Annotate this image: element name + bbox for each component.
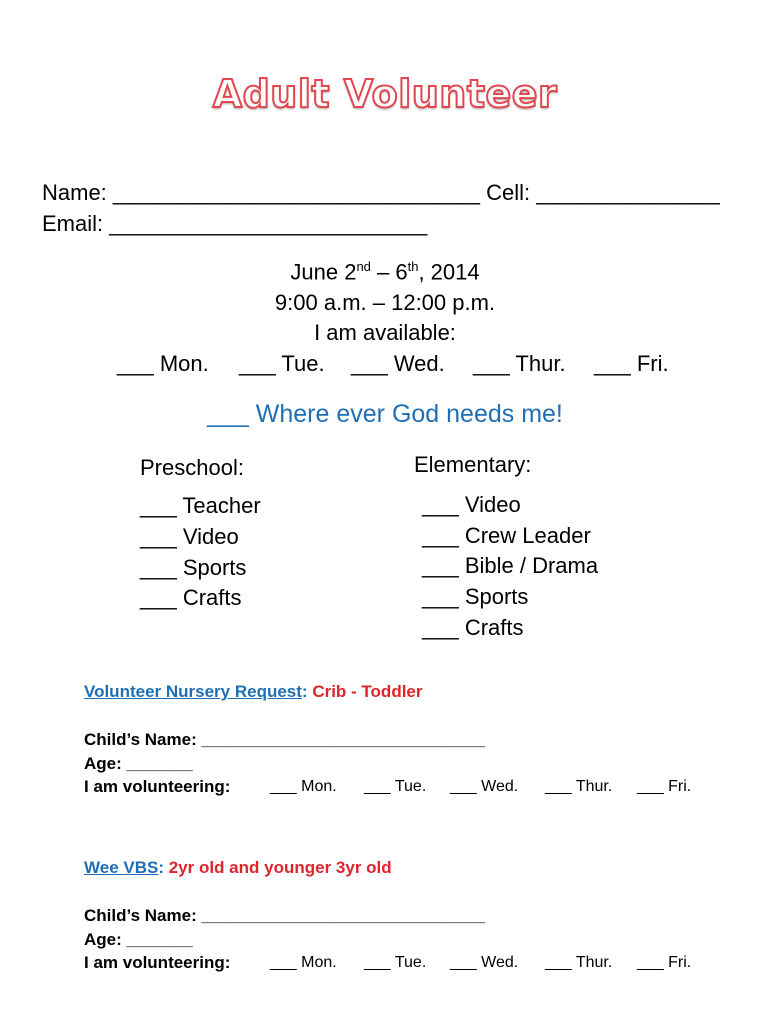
- nursery-request-label: Volunteer Nursery Request: [84, 682, 302, 701]
- wee-day-wed[interactable]: ___ Wed.: [450, 954, 519, 971]
- nursery-day-tue[interactable]: ___ Tue.: [364, 778, 427, 795]
- preschool-item[interactable]: ___ Sports: [140, 555, 247, 580]
- where-ever-option[interactable]: ___ Where ever God needs me!: [207, 400, 563, 428]
- elementary-item[interactable]: ___ Crafts: [422, 615, 524, 640]
- preschool-item[interactable]: ___ Video: [140, 524, 239, 549]
- day-option-fri[interactable]: ___ Fri.: [594, 351, 669, 376]
- wee-age-field[interactable]: Age: _______: [84, 930, 193, 949]
- nursery-child-name-field[interactable]: Child’s Name: ______________________________: [84, 730, 486, 749]
- wee-day-thur[interactable]: ___ Thur.: [545, 954, 613, 971]
- nursery-volunteering-label: I am volunteering:: [84, 777, 231, 796]
- elementary-item[interactable]: ___ Bible / Drama: [422, 553, 599, 578]
- wee-vbs-colon: :: [158, 858, 164, 877]
- date-range: [0, 259, 770, 285]
- day-option-tue[interactable]: ___ Tue.: [239, 351, 325, 376]
- day-option-mon[interactable]: ___ Mon.: [117, 351, 209, 376]
- elementary-item[interactable]: ___ Crew Leader: [422, 523, 591, 548]
- time-range: 9:00 a.m. – 12:00 p.m.: [274, 290, 496, 315]
- elementary-item[interactable]: ___ Sports: [422, 584, 529, 609]
- day-option-thur[interactable]: ___ Thur.: [473, 351, 566, 376]
- elementary-heading: Elementary:: [414, 452, 532, 477]
- nursery-age-field[interactable]: Age: _______: [84, 754, 193, 773]
- day-option-wed[interactable]: ___ Wed.: [351, 351, 445, 376]
- wee-vbs-label: Wee VBS: [84, 858, 159, 877]
- preschool-item[interactable]: ___ Teacher: [140, 493, 261, 518]
- wee-volunteering-label: I am volunteering:: [84, 953, 231, 972]
- wee-day-mon[interactable]: ___ Mon.: [270, 954, 337, 971]
- date-year: , 2014: [418, 259, 480, 285]
- elementary-item[interactable]: ___ Video: [422, 492, 521, 517]
- nursery-day-thur[interactable]: ___ Thur.: [545, 778, 613, 795]
- preschool-heading: Preschool:: [140, 455, 244, 480]
- date-start-suffix: nd: [356, 259, 371, 274]
- date-start: June 2: [290, 259, 357, 285]
- wee-child-name-field[interactable]: Child’s Name: ______________________________: [84, 906, 486, 925]
- nursery-colon: :: [301, 682, 308, 701]
- nursery-range: Crib - Toddler: [307, 682, 423, 701]
- nursery-day-wed[interactable]: ___ Wed.: [450, 778, 519, 795]
- form-title: Adult Volunteer: [212, 72, 558, 116]
- date-dash-end: – 6: [370, 259, 408, 285]
- nursery-request-heading: [84, 682, 423, 702]
- email-line[interactable]: Email: __________________________: [42, 211, 428, 236]
- nursery-day-fri[interactable]: ___ Fri.: [637, 778, 692, 795]
- name-cell-line[interactable]: Name: ______________________________ Cell: _______________: [42, 180, 720, 205]
- wee-vbs-heading: [84, 858, 392, 878]
- available-label: I am available:: [314, 320, 456, 345]
- date-end-suffix: th: [407, 259, 419, 274]
- wee-day-tue[interactable]: ___ Tue.: [364, 954, 427, 971]
- wee-vbs-range: 2yr old and younger 3yr old: [164, 858, 392, 877]
- wee-day-fri[interactable]: ___ Fri.: [637, 954, 692, 971]
- preschool-item[interactable]: ___ Crafts: [140, 585, 242, 610]
- nursery-day-mon[interactable]: ___ Mon.: [270, 778, 337, 795]
